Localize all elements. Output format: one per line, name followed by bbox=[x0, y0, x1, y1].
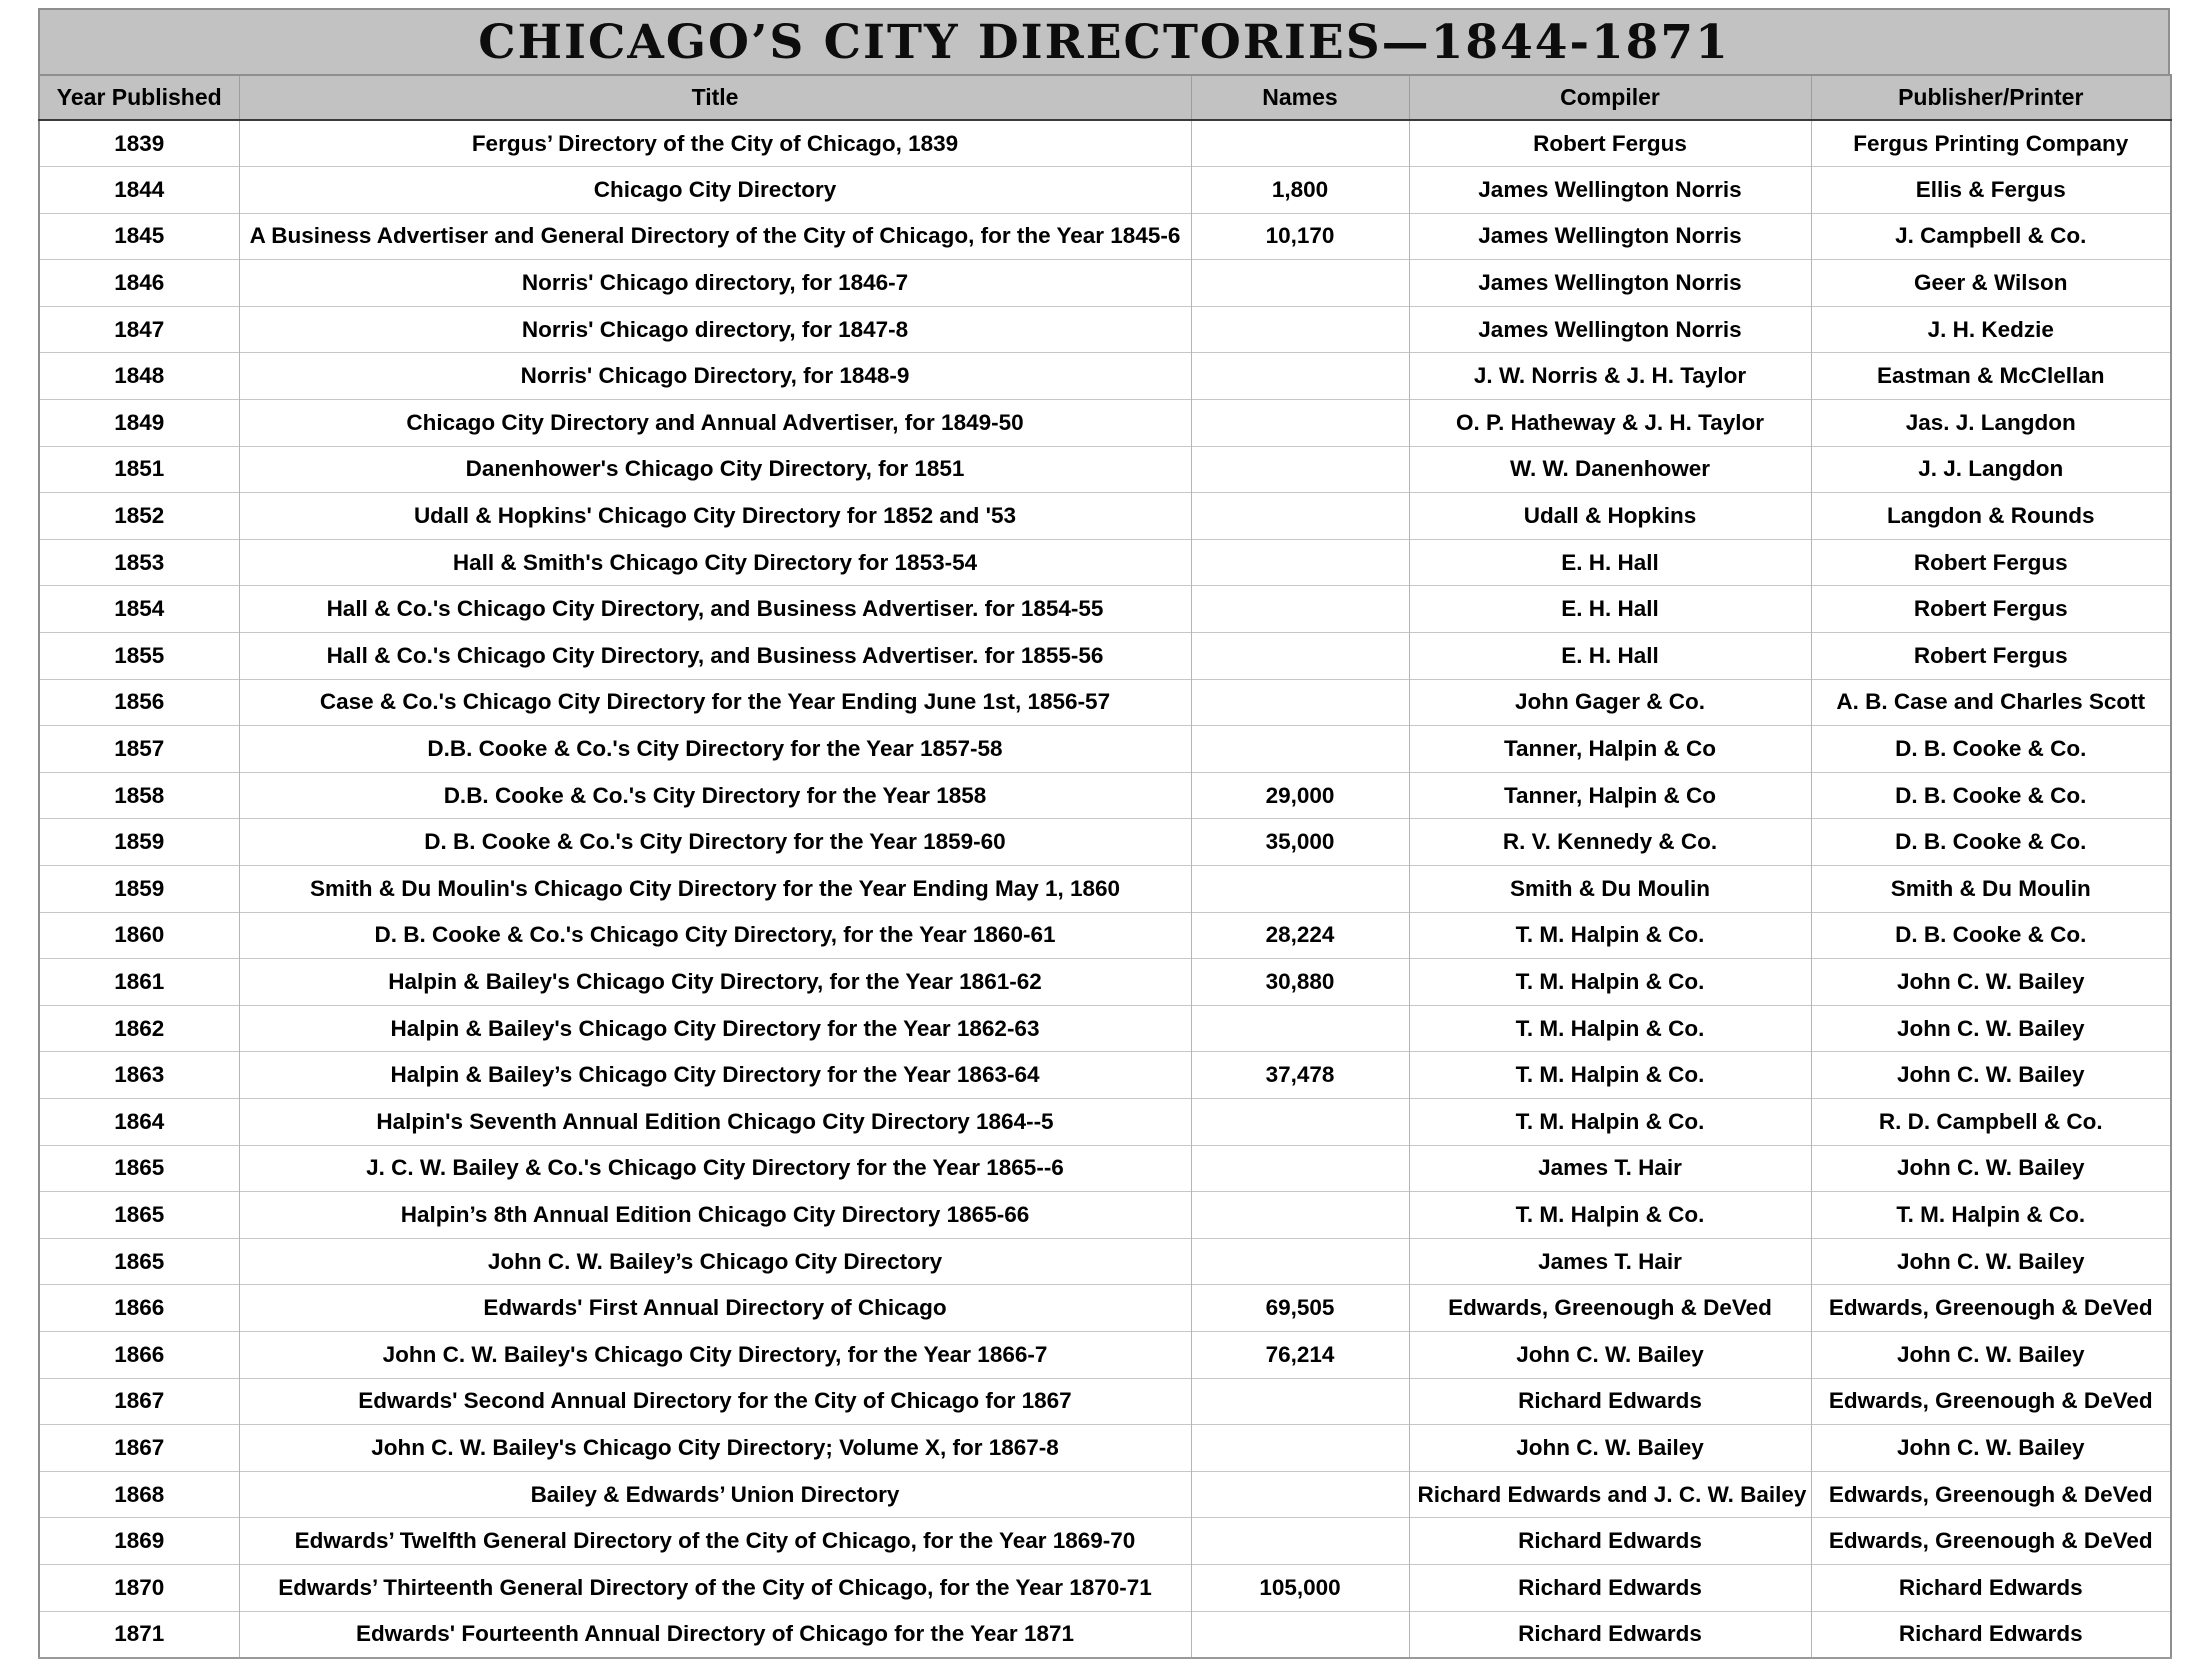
table-row bbox=[39, 1518, 2171, 1565]
title-cell: Bailey & Edwards’ Union Directory bbox=[239, 1471, 1191, 1518]
names-cell: 29,000 bbox=[1191, 772, 1409, 819]
title-cell: A Business Advertiser and General Directory of the City of Chicago, for the Year 1845-6 bbox=[239, 213, 1191, 260]
title-cell: Norris' Chicago directory, for 1846-7 bbox=[239, 260, 1191, 307]
names-cell bbox=[1191, 260, 1409, 307]
year-cell: 1866 bbox=[39, 1331, 239, 1378]
page-title: CHICAGO’S CITY DIRECTORIES—1844-1871 bbox=[38, 8, 2170, 74]
year-cell: 1859 bbox=[39, 819, 239, 866]
publisher-cell: J. Campbell & Co. bbox=[1811, 213, 2171, 260]
title-cell: Case & Co.'s Chicago City Directory for the Year Ending June 1st, 1856-57 bbox=[239, 679, 1191, 726]
year-cell: 1858 bbox=[39, 772, 239, 819]
title-cell: Hall & Smith's Chicago City Directory for 1853-54 bbox=[239, 539, 1191, 586]
table-row bbox=[39, 539, 2171, 586]
table-row bbox=[39, 306, 2171, 353]
title-cell: John C. W. Bailey’s Chicago City Directory bbox=[239, 1238, 1191, 1285]
compiler-cell: Richard Edwards bbox=[1409, 1378, 1811, 1425]
names-cell: 28,224 bbox=[1191, 912, 1409, 959]
names-cell bbox=[1191, 1098, 1409, 1145]
compiler-cell: T. M. Halpin & Co. bbox=[1409, 1192, 1811, 1239]
title-cell: Halpin's Seventh Annual Edition Chicago City Directory 1864--5 bbox=[239, 1098, 1191, 1145]
names-cell: 1,800 bbox=[1191, 167, 1409, 214]
compiler-cell: Tanner, Halpin & Co bbox=[1409, 772, 1811, 819]
year-cell: 1849 bbox=[39, 400, 239, 447]
compiler-cell: E. H. Hall bbox=[1409, 539, 1811, 586]
year-cell: 1852 bbox=[39, 493, 239, 540]
table-row bbox=[39, 1145, 2171, 1192]
year-cell: 1865 bbox=[39, 1145, 239, 1192]
publisher-cell: Geer & Wilson bbox=[1811, 260, 2171, 307]
compiler-cell: James Wellington Norris bbox=[1409, 306, 1811, 353]
table-row bbox=[39, 1331, 2171, 1378]
names-cell bbox=[1191, 539, 1409, 586]
table-row bbox=[39, 446, 2171, 493]
year-cell: 1854 bbox=[39, 586, 239, 633]
names-cell bbox=[1191, 633, 1409, 680]
publisher-cell: John C. W. Bailey bbox=[1811, 1005, 2171, 1052]
publisher-cell: Langdon & Rounds bbox=[1811, 493, 2171, 540]
table-row bbox=[39, 1471, 2171, 1518]
title-cell: Edwards’ Thirteenth General Directory of the City of Chicago, for the Year 1870-71 bbox=[239, 1564, 1191, 1611]
publisher-cell: John C. W. Bailey bbox=[1811, 1238, 2171, 1285]
year-cell: 1856 bbox=[39, 679, 239, 726]
compiler-cell: John C. W. Bailey bbox=[1409, 1331, 1811, 1378]
year-cell: 1855 bbox=[39, 633, 239, 680]
title-cell: Norris' Chicago Directory, for 1848-9 bbox=[239, 353, 1191, 400]
publisher-cell: Eastman & McClellan bbox=[1811, 353, 2171, 400]
compiler-cell: Robert Fergus bbox=[1409, 120, 1811, 167]
year-cell: 1861 bbox=[39, 959, 239, 1006]
title-cell: John C. W. Bailey's Chicago City Directory; Volume X, for 1867-8 bbox=[239, 1425, 1191, 1472]
names-cell bbox=[1191, 1145, 1409, 1192]
year-cell: 1865 bbox=[39, 1192, 239, 1239]
table-row bbox=[39, 772, 2171, 819]
year-cell: 1871 bbox=[39, 1611, 239, 1658]
title-cell: D.B. Cooke & Co.'s City Directory for the Year 1858 bbox=[239, 772, 1191, 819]
publisher-cell: Ellis & Fergus bbox=[1811, 167, 2171, 214]
publisher-cell: D. B. Cooke & Co. bbox=[1811, 726, 2171, 773]
header-compiler: Compiler bbox=[1409, 75, 1811, 120]
table-row bbox=[39, 679, 2171, 726]
compiler-cell: John Gager & Co. bbox=[1409, 679, 1811, 726]
table-row bbox=[39, 1052, 2171, 1099]
names-cell bbox=[1191, 726, 1409, 773]
names-cell bbox=[1191, 400, 1409, 447]
year-cell: 1868 bbox=[39, 1471, 239, 1518]
compiler-cell: Richard Edwards bbox=[1409, 1518, 1811, 1565]
names-cell bbox=[1191, 679, 1409, 726]
table-row bbox=[39, 493, 2171, 540]
table-row bbox=[39, 1005, 2171, 1052]
publisher-cell: John C. W. Bailey bbox=[1811, 1052, 2171, 1099]
table-row bbox=[39, 866, 2171, 913]
publisher-cell: Fergus Printing Company bbox=[1811, 120, 2171, 167]
compiler-cell: James Wellington Norris bbox=[1409, 213, 1811, 260]
publisher-cell: Edwards, Greenough & DeVed bbox=[1811, 1518, 2171, 1565]
names-cell bbox=[1191, 1378, 1409, 1425]
title-cell: Hall & Co.'s Chicago City Directory, and Business Advertiser. for 1855-56 bbox=[239, 633, 1191, 680]
names-cell: 30,880 bbox=[1191, 959, 1409, 1006]
table-row bbox=[39, 1611, 2171, 1658]
header-row bbox=[39, 75, 2171, 120]
names-cell bbox=[1191, 1425, 1409, 1472]
compiler-cell: O. P. Hatheway & J. H. Taylor bbox=[1409, 400, 1811, 447]
year-cell: 1859 bbox=[39, 866, 239, 913]
publisher-cell: Robert Fergus bbox=[1811, 539, 2171, 586]
title-cell: Edwards' Fourteenth Annual Directory of Chicago for the Year 1871 bbox=[239, 1611, 1191, 1658]
publisher-cell: Edwards, Greenough & DeVed bbox=[1811, 1471, 2171, 1518]
title-cell: Edwards’ Twelfth General Directory of the City of Chicago, for the Year 1869-70 bbox=[239, 1518, 1191, 1565]
year-cell: 1853 bbox=[39, 539, 239, 586]
names-cell bbox=[1191, 446, 1409, 493]
publisher-cell: J. J. Langdon bbox=[1811, 446, 2171, 493]
names-cell bbox=[1191, 1192, 1409, 1239]
table-row bbox=[39, 819, 2171, 866]
compiler-cell: E. H. Hall bbox=[1409, 633, 1811, 680]
table-row bbox=[39, 1285, 2171, 1332]
table-row bbox=[39, 1425, 2171, 1472]
compiler-cell: T. M. Halpin & Co. bbox=[1409, 959, 1811, 1006]
table-row bbox=[39, 400, 2171, 447]
title-cell: Udall & Hopkins' Chicago City Directory for 1852 and '53 bbox=[239, 493, 1191, 540]
publisher-cell: J. H. Kedzie bbox=[1811, 306, 2171, 353]
compiler-cell: T. M. Halpin & Co. bbox=[1409, 912, 1811, 959]
compiler-cell: Richard Edwards bbox=[1409, 1611, 1811, 1658]
names-cell bbox=[1191, 866, 1409, 913]
year-cell: 1857 bbox=[39, 726, 239, 773]
publisher-cell: R. D. Campbell & Co. bbox=[1811, 1098, 2171, 1145]
year-cell: 1869 bbox=[39, 1518, 239, 1565]
names-cell bbox=[1191, 493, 1409, 540]
table-row bbox=[39, 120, 2171, 167]
title-cell: Edwards' First Annual Directory of Chicago bbox=[239, 1285, 1191, 1332]
title-cell: J. C. W. Bailey & Co.'s Chicago City Directory for the Year 1865--6 bbox=[239, 1145, 1191, 1192]
table-row bbox=[39, 213, 2171, 260]
directories-data-table bbox=[38, 74, 2172, 1659]
year-cell: 1867 bbox=[39, 1378, 239, 1425]
names-cell bbox=[1191, 1005, 1409, 1052]
publisher-cell: Smith & Du Moulin bbox=[1811, 866, 2171, 913]
publisher-cell: John C. W. Bailey bbox=[1811, 959, 2171, 1006]
table-row bbox=[39, 959, 2171, 1006]
names-cell: 69,505 bbox=[1191, 1285, 1409, 1332]
year-cell: 1863 bbox=[39, 1052, 239, 1099]
header-title: Title bbox=[239, 75, 1191, 120]
names-cell bbox=[1191, 120, 1409, 167]
names-cell: 105,000 bbox=[1191, 1564, 1409, 1611]
compiler-cell: W. W. Danenhower bbox=[1409, 446, 1811, 493]
year-cell: 1864 bbox=[39, 1098, 239, 1145]
year-cell: 1845 bbox=[39, 213, 239, 260]
table-row bbox=[39, 1238, 2171, 1285]
compiler-cell: Tanner, Halpin & Co bbox=[1409, 726, 1811, 773]
title-cell: Halpin & Bailey's Chicago City Directory for the Year 1862-63 bbox=[239, 1005, 1191, 1052]
year-cell: 1865 bbox=[39, 1238, 239, 1285]
compiler-cell: Smith & Du Moulin bbox=[1409, 866, 1811, 913]
publisher-cell: Richard Edwards bbox=[1811, 1611, 2171, 1658]
title-cell: Danenhower's Chicago City Directory, for 1851 bbox=[239, 446, 1191, 493]
compiler-cell: R. V. Kennedy & Co. bbox=[1409, 819, 1811, 866]
names-cell bbox=[1191, 1471, 1409, 1518]
publisher-cell: John C. W. Bailey bbox=[1811, 1145, 2171, 1192]
title-cell: D.B. Cooke & Co.'s City Directory for the Year 1857-58 bbox=[239, 726, 1191, 773]
compiler-cell: Richard Edwards bbox=[1409, 1564, 1811, 1611]
table-row bbox=[39, 1098, 2171, 1145]
header-year: Year Published bbox=[39, 75, 239, 120]
title-cell: Chicago City Directory and Annual Advertiser, for 1849-50 bbox=[239, 400, 1191, 447]
year-cell: 1846 bbox=[39, 260, 239, 307]
compiler-cell: James Wellington Norris bbox=[1409, 260, 1811, 307]
title-cell: Halpin & Bailey’s Chicago City Directory for the Year 1863-64 bbox=[239, 1052, 1191, 1099]
year-cell: 1866 bbox=[39, 1285, 239, 1332]
compiler-cell: T. M. Halpin & Co. bbox=[1409, 1098, 1811, 1145]
table-row bbox=[39, 586, 2171, 633]
compiler-cell: James T. Hair bbox=[1409, 1238, 1811, 1285]
title-cell: Hall & Co.'s Chicago City Directory, and Business Advertiser. for 1854-55 bbox=[239, 586, 1191, 633]
title-cell: Fergus’ Directory of the City of Chicago, 1839 bbox=[239, 120, 1191, 167]
publisher-cell: John C. W. Bailey bbox=[1811, 1331, 2171, 1378]
publisher-cell: Robert Fergus bbox=[1811, 586, 2171, 633]
names-cell: 76,214 bbox=[1191, 1331, 1409, 1378]
table-row bbox=[39, 167, 2171, 214]
table-row bbox=[39, 633, 2171, 680]
year-cell: 1860 bbox=[39, 912, 239, 959]
year-cell: 1848 bbox=[39, 353, 239, 400]
names-cell bbox=[1191, 353, 1409, 400]
header-names: Names bbox=[1191, 75, 1409, 120]
compiler-cell: T. M. Halpin & Co. bbox=[1409, 1052, 1811, 1099]
publisher-cell: Edwards, Greenough & DeVed bbox=[1811, 1378, 2171, 1425]
compiler-cell: James T. Hair bbox=[1409, 1145, 1811, 1192]
names-cell: 37,478 bbox=[1191, 1052, 1409, 1099]
names-cell bbox=[1191, 586, 1409, 633]
compiler-cell: T. M. Halpin & Co. bbox=[1409, 1005, 1811, 1052]
publisher-cell: Edwards, Greenough & DeVed bbox=[1811, 1285, 2171, 1332]
table-row bbox=[39, 260, 2171, 307]
publisher-cell: John C. W. Bailey bbox=[1811, 1425, 2171, 1472]
title-cell: Smith & Du Moulin's Chicago City Directory for the Year Ending May 1, 1860 bbox=[239, 866, 1191, 913]
publisher-cell: T. M. Halpin & Co. bbox=[1811, 1192, 2171, 1239]
names-cell: 10,170 bbox=[1191, 213, 1409, 260]
compiler-cell: Udall & Hopkins bbox=[1409, 493, 1811, 540]
publisher-cell: Richard Edwards bbox=[1811, 1564, 2171, 1611]
title-cell: Halpin & Bailey's Chicago City Directory, for the Year 1861-62 bbox=[239, 959, 1191, 1006]
names-cell bbox=[1191, 1238, 1409, 1285]
publisher-cell: Jas. J. Langdon bbox=[1811, 400, 2171, 447]
year-cell: 1847 bbox=[39, 306, 239, 353]
title-cell: Chicago City Directory bbox=[239, 167, 1191, 214]
year-cell: 1862 bbox=[39, 1005, 239, 1052]
names-cell: 35,000 bbox=[1191, 819, 1409, 866]
title-cell: Halpin’s 8th Annual Edition Chicago City Directory 1865-66 bbox=[239, 1192, 1191, 1239]
publisher-cell: D. B. Cooke & Co. bbox=[1811, 772, 2171, 819]
publisher-cell: D. B. Cooke & Co. bbox=[1811, 912, 2171, 959]
title-cell: D. B. Cooke & Co.'s City Directory for the Year 1859-60 bbox=[239, 819, 1191, 866]
year-cell: 1844 bbox=[39, 167, 239, 214]
year-cell: 1839 bbox=[39, 120, 239, 167]
year-cell: 1851 bbox=[39, 446, 239, 493]
compiler-cell: Richard Edwards and J. C. W. Bailey bbox=[1409, 1471, 1811, 1518]
publisher-cell: Robert Fergus bbox=[1811, 633, 2171, 680]
publisher-cell: D. B. Cooke & Co. bbox=[1811, 819, 2171, 866]
compiler-cell: E. H. Hall bbox=[1409, 586, 1811, 633]
compiler-cell: J. W. Norris & J. H. Taylor bbox=[1409, 353, 1811, 400]
compiler-cell: John C. W. Bailey bbox=[1409, 1425, 1811, 1472]
compiler-cell: James Wellington Norris bbox=[1409, 167, 1811, 214]
title-cell: Edwards' Second Annual Directory for the City of Chicago for 1867 bbox=[239, 1378, 1191, 1425]
table-row bbox=[39, 726, 2171, 773]
table-row bbox=[39, 1564, 2171, 1611]
publisher-cell: A. B. Case and Charles Scott bbox=[1811, 679, 2171, 726]
table-row bbox=[39, 353, 2171, 400]
directories-table bbox=[38, 8, 2170, 1659]
title-cell: D. B. Cooke & Co.'s Chicago City Directory, for the Year 1860-61 bbox=[239, 912, 1191, 959]
compiler-cell: Edwards, Greenough & DeVed bbox=[1409, 1285, 1811, 1332]
names-cell bbox=[1191, 1611, 1409, 1658]
table-row bbox=[39, 1192, 2171, 1239]
title-cell: Norris' Chicago directory, for 1847-8 bbox=[239, 306, 1191, 353]
year-cell: 1870 bbox=[39, 1564, 239, 1611]
title-cell: John C. W. Bailey's Chicago City Directory, for the Year 1866-7 bbox=[239, 1331, 1191, 1378]
table-row bbox=[39, 1378, 2171, 1425]
table-body bbox=[39, 120, 2171, 1658]
table-row bbox=[39, 912, 2171, 959]
names-cell bbox=[1191, 1518, 1409, 1565]
year-cell: 1867 bbox=[39, 1425, 239, 1472]
names-cell bbox=[1191, 306, 1409, 353]
header-publisher: Publisher/Printer bbox=[1811, 75, 2171, 120]
